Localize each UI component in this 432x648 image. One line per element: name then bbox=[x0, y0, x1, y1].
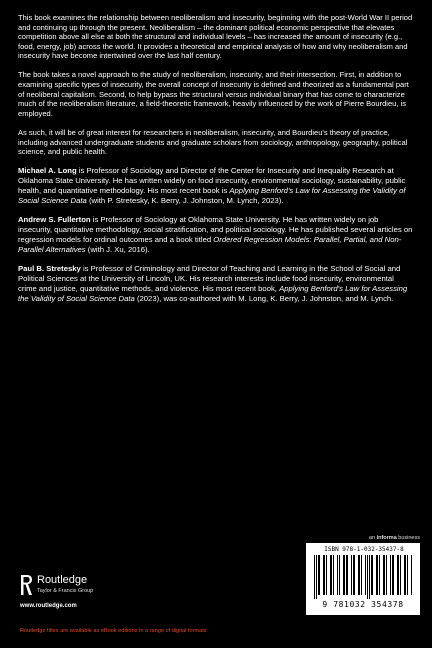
isbn-label: ISBN 978-1-032-35437-8 bbox=[324, 546, 404, 553]
author-bio-fullerton bbox=[18, 215, 414, 255]
author-name: Michael A. Long bbox=[18, 166, 77, 176]
author-bio-long bbox=[18, 166, 414, 206]
book-title: Applying Benford's Law for Assessing the Validity of Social Science Data bbox=[18, 284, 408, 304]
publisher-name: Routledge bbox=[37, 574, 88, 586]
book-title: Ordered Regression Models: Parallel, Partial, and Non-Parallel Alternatives bbox=[18, 235, 402, 255]
routledge-logo-icon bbox=[20, 574, 33, 596]
isbn-barcode bbox=[306, 543, 420, 615]
informa-business-label: an informa business bbox=[368, 535, 420, 541]
author-bio-stretesky bbox=[18, 264, 414, 304]
author-bio-text: is Professor of Sociology and Director of the Center for Insecurity and Inequality Research at Oklahoma State University. He has written widely on food insecurity, environmental sociology, sustainability, public health, and quantitative methodology. His most recent book is bbox=[18, 166, 406, 196]
publisher-website[interactable]: www.routledge.com bbox=[20, 603, 77, 609]
description-paragraph-1: This book examines the relationship between neoliberalism and insecurity, beginning with the post-World War II period and continuing up through the present. Neoliberalism – the dominant political economic perspective that elevates competition above all else at both the structural and individual levels – has increased the amount of insecurity (e.g., food, energy, job) across the world. It provides a theoretical and empirical analysis of how and why neoliberalism and insecurity have become intertwined over the last half century. bbox=[18, 13, 413, 61]
publisher-tagline: Taylor & Francis Group bbox=[37, 588, 94, 594]
author-bio-text: (with J. Xu, 2016). bbox=[85, 245, 150, 255]
author-bio-text: (2023), was co-authored with M. Long, K. Berry, J. Johnston, and M. Lynch. bbox=[134, 294, 394, 304]
description-paragraph-3: As such, it will be of great interest for researchers in neoliberalism, insecurity, and Bourdieu's theory of practice, including advanced undergraduate students and graduate scholars from sociology, anthropology, geography, political science, and public health. bbox=[18, 127, 408, 157]
author-name: Paul B. Stretesky bbox=[18, 264, 81, 274]
description-paragraph-2: The book takes a novel approach to the study of neoliberalism, insecurity, and their intersection. First, in addition to examining specific types of insecurity, the overall concept of insecurity is defined and theorized as a fundamental part of neoliberal capitalism. Second, to help bypass the structural versus individual binary that has come to characterize much of the neoliberalism literature, a field-theoretic framework, heavily influenced by the work of Pierre Bourdieu, is employed. bbox=[18, 70, 409, 118]
ebook-availability-note: Routledge titles are available as eBook editions in a range of digital formats bbox=[20, 628, 207, 634]
author-bio-text: (with P. Stretesky, K. Berry, J. Johnston, M. Lynch, 2023). bbox=[86, 195, 284, 205]
author-bio-text: is Professor of Sociology at Oklahoma State University. He has written widely on job insecurity, quantitative methodology, social stratification, and political sociology. He has published several articles on regression models for ordinal outcomes and a book titled bbox=[18, 215, 413, 245]
author-bio-text: is Professor of Criminology and Director of Teaching and Learning in the School of Social and Political Sciences at the University of Lincoln, UK. His research interests include food insecurity, environmental crime and justice, quantitative methods, and violence. His most recent book, bbox=[18, 264, 401, 294]
book-title: Applying Benford's Law for Assessing the Validity of Social Science Data bbox=[18, 186, 406, 205]
author-name: Andrew S. Fullerton bbox=[18, 215, 91, 225]
barcode-bars bbox=[314, 555, 412, 599]
barcode-digits: 9 781032 354378 bbox=[322, 600, 404, 609]
back-cover-text bbox=[18, 13, 414, 314]
